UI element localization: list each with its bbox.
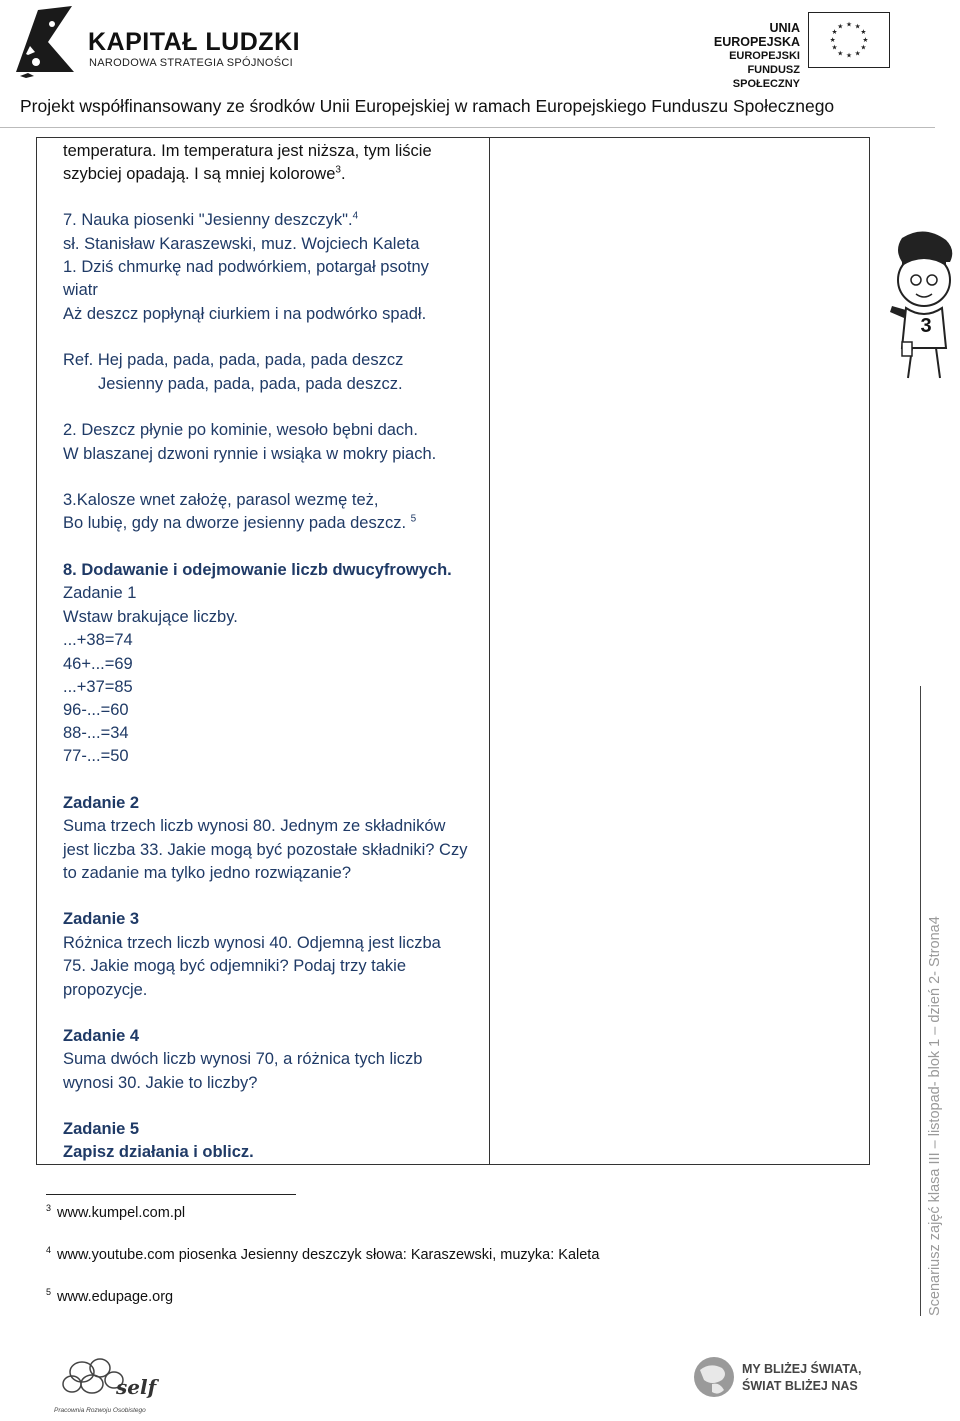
footnote-ref-3: 3 (335, 164, 341, 176)
svg-text:★: ★ (860, 43, 867, 52)
svg-text:★: ★ (862, 35, 869, 44)
mascot-child-icon (888, 228, 960, 380)
verse1-line-2: wiatr (63, 281, 98, 299)
verse2-line-2: W blaszanej dzwoni rynnie i wsiąka w mokry piach. (63, 445, 437, 463)
svg-text:★: ★ (837, 49, 844, 58)
footnote-link[interactable]: www.youtube.com piosenka Jesienny deszczyk słowa: Karaszewski, muzyka: Kaleta (57, 1247, 600, 1263)
footnote-link[interactable]: www.kumpel.com.pl (57, 1205, 186, 1221)
footnote-link[interactable]: www.edupage.org (57, 1289, 174, 1305)
song-authors: sł. Stanisław Karaszewski, muz. Wojciech Kaleta (63, 235, 420, 253)
task3-line: propozycje. (63, 981, 148, 999)
mbs-line-2: ŚWIAT BLIŻEJ NAS (742, 1379, 858, 1393)
footnote-5 (46, 1289, 173, 1305)
intro-line-2-text: szybciej opadają. I są mniej kolorowe (63, 165, 336, 183)
task1-item: 96-...=60 (63, 701, 129, 719)
svg-text:★: ★ (860, 28, 867, 37)
logo-title: KAPITAŁ LUDZKI (88, 28, 301, 56)
footnote-divider (46, 1194, 296, 1195)
lesson-table (36, 137, 870, 1165)
svg-text:★: ★ (854, 22, 861, 31)
footnote-ref-5: 5 (410, 513, 417, 525)
task1-title: Zadanie 1 (63, 584, 137, 602)
task2-title: Zadanie 2 (63, 794, 140, 812)
verse3-line-2 (63, 513, 416, 533)
logo-subtitle: NARODOWA STRATEGIA SPÓJNOŚCI (89, 57, 293, 69)
svg-text:★: ★ (831, 28, 838, 37)
refrain-line-2: Jesienny pada, pada, pada, pada deszcz. (98, 375, 403, 393)
kapital-ludzki-logo-icon (8, 2, 80, 80)
footnote-number: 3 (46, 1203, 52, 1214)
song-heading (63, 210, 358, 230)
side-divider (920, 686, 921, 1316)
self-caption: Pracownia Rozwoju Osobistego (54, 1407, 146, 1414)
task2-line: Suma trzech liczb wynosi 80. Jednym ze składników (63, 817, 446, 835)
task1-item: 77-...=50 (63, 747, 129, 765)
svg-text:★: ★ (845, 20, 853, 29)
my-blizej-swiata-logo-icon (690, 1352, 890, 1402)
intro-line-2-end: . (340, 165, 346, 183)
task4-line: wynosi 30. Jakie to liczby? (63, 1074, 258, 1092)
verse2-line-1: 2. Deszcz płynie po kominie, wesoło bębni dach. (63, 421, 418, 439)
task4-line: Suma dwóch liczb wynosi 70, a różnica tych liczb (63, 1050, 423, 1068)
verse3-line-2-text: Bo lubię, gdy na dworze jesienny pada deszcz. (63, 514, 407, 532)
self-logo-icon (52, 1350, 162, 1416)
task2-line: to zadanie ma tylko jedno rozwiązanie? (63, 864, 352, 882)
task1-item: 88-...=34 (63, 724, 129, 742)
table-column-divider (489, 137, 490, 1165)
page-footer-vertical: Scenariusz zajęć klasa III – listopad- blok 1 – dzień 2- Strona4 (927, 916, 943, 1316)
svg-text:★: ★ (845, 51, 853, 60)
svg-text:★: ★ (854, 49, 861, 58)
header-divider (0, 127, 935, 128)
eu-flag-icon (808, 12, 890, 68)
task1-text: Wstaw brakujące liczby. (63, 608, 238, 626)
song-heading-text: 7. Nauka piosenki "Jesienny deszczyk". (63, 211, 353, 229)
eu-label (690, 21, 800, 91)
mascot-number: 3 (920, 315, 932, 337)
task1-item: 46+...=69 (63, 655, 133, 673)
task4-title: Zadanie 4 (63, 1027, 140, 1045)
footnote-number: 5 (46, 1287, 52, 1298)
project-funding-line: Projekt współfinansowany ze środków Unii Europejskiej w ramach Europejskiego Funduszu Społecznego (20, 96, 835, 116)
eu-line-1: UNIA EUROPEJSKA (713, 21, 800, 49)
footnote-number: 4 (46, 1245, 52, 1256)
eu-line-2: EUROPEJSKI (729, 50, 800, 62)
task3-title: Zadanie 3 (63, 910, 140, 928)
verse3-line-1: 3.Kalosze wnet założę, parasol wezmę też, (63, 491, 379, 509)
svg-text:★: ★ (829, 35, 836, 44)
svg-text:★: ★ (837, 22, 844, 31)
mbs-line-1: MY BLIŻEJ ŚWIATA, (742, 1362, 862, 1376)
eu-line-3: FUNDUSZ SPOŁECZNY (732, 64, 800, 90)
verse1-line-1: 1. Dziś chmurkę nad podwórkiem, potargał psotny (63, 258, 429, 276)
task1-item: ...+38=74 (63, 631, 133, 649)
refrain-line-1: Ref. Hej pada, pada, pada, pada, pada deszcz (63, 351, 404, 369)
task3-line: 75. Jakie mogą być odjemniki? Podaj trzy takie (63, 957, 407, 975)
math-heading: 8. Dodawanie i odejmowanie liczb dwucyfrowych. (63, 561, 452, 579)
footnote-4 (46, 1247, 599, 1263)
task2-line: jest liczba 33. Jakie mogą być pozostałe składniki? Czy (63, 841, 468, 859)
self-label: self (116, 1375, 157, 1399)
footnote-3 (46, 1205, 185, 1221)
footnote-ref-4: 4 (352, 210, 359, 222)
intro-line-1: temperatura. Im temperatura jest niższa, tym liście (63, 142, 432, 160)
task1-item: ...+37=85 (63, 678, 133, 696)
task3-line: Różnica trzech liczb wynosi 40. Odjemną jest liczba (63, 934, 441, 952)
intro-line-2 (63, 164, 346, 184)
task5-title: Zadanie 5 (63, 1120, 140, 1138)
task5-text: Zapisz działania i oblicz. (63, 1143, 254, 1161)
verse1-line-3: Aż deszcz popłynął ciurkiem i na podwórko spadł. (63, 305, 427, 323)
svg-text:★: ★ (831, 43, 838, 52)
